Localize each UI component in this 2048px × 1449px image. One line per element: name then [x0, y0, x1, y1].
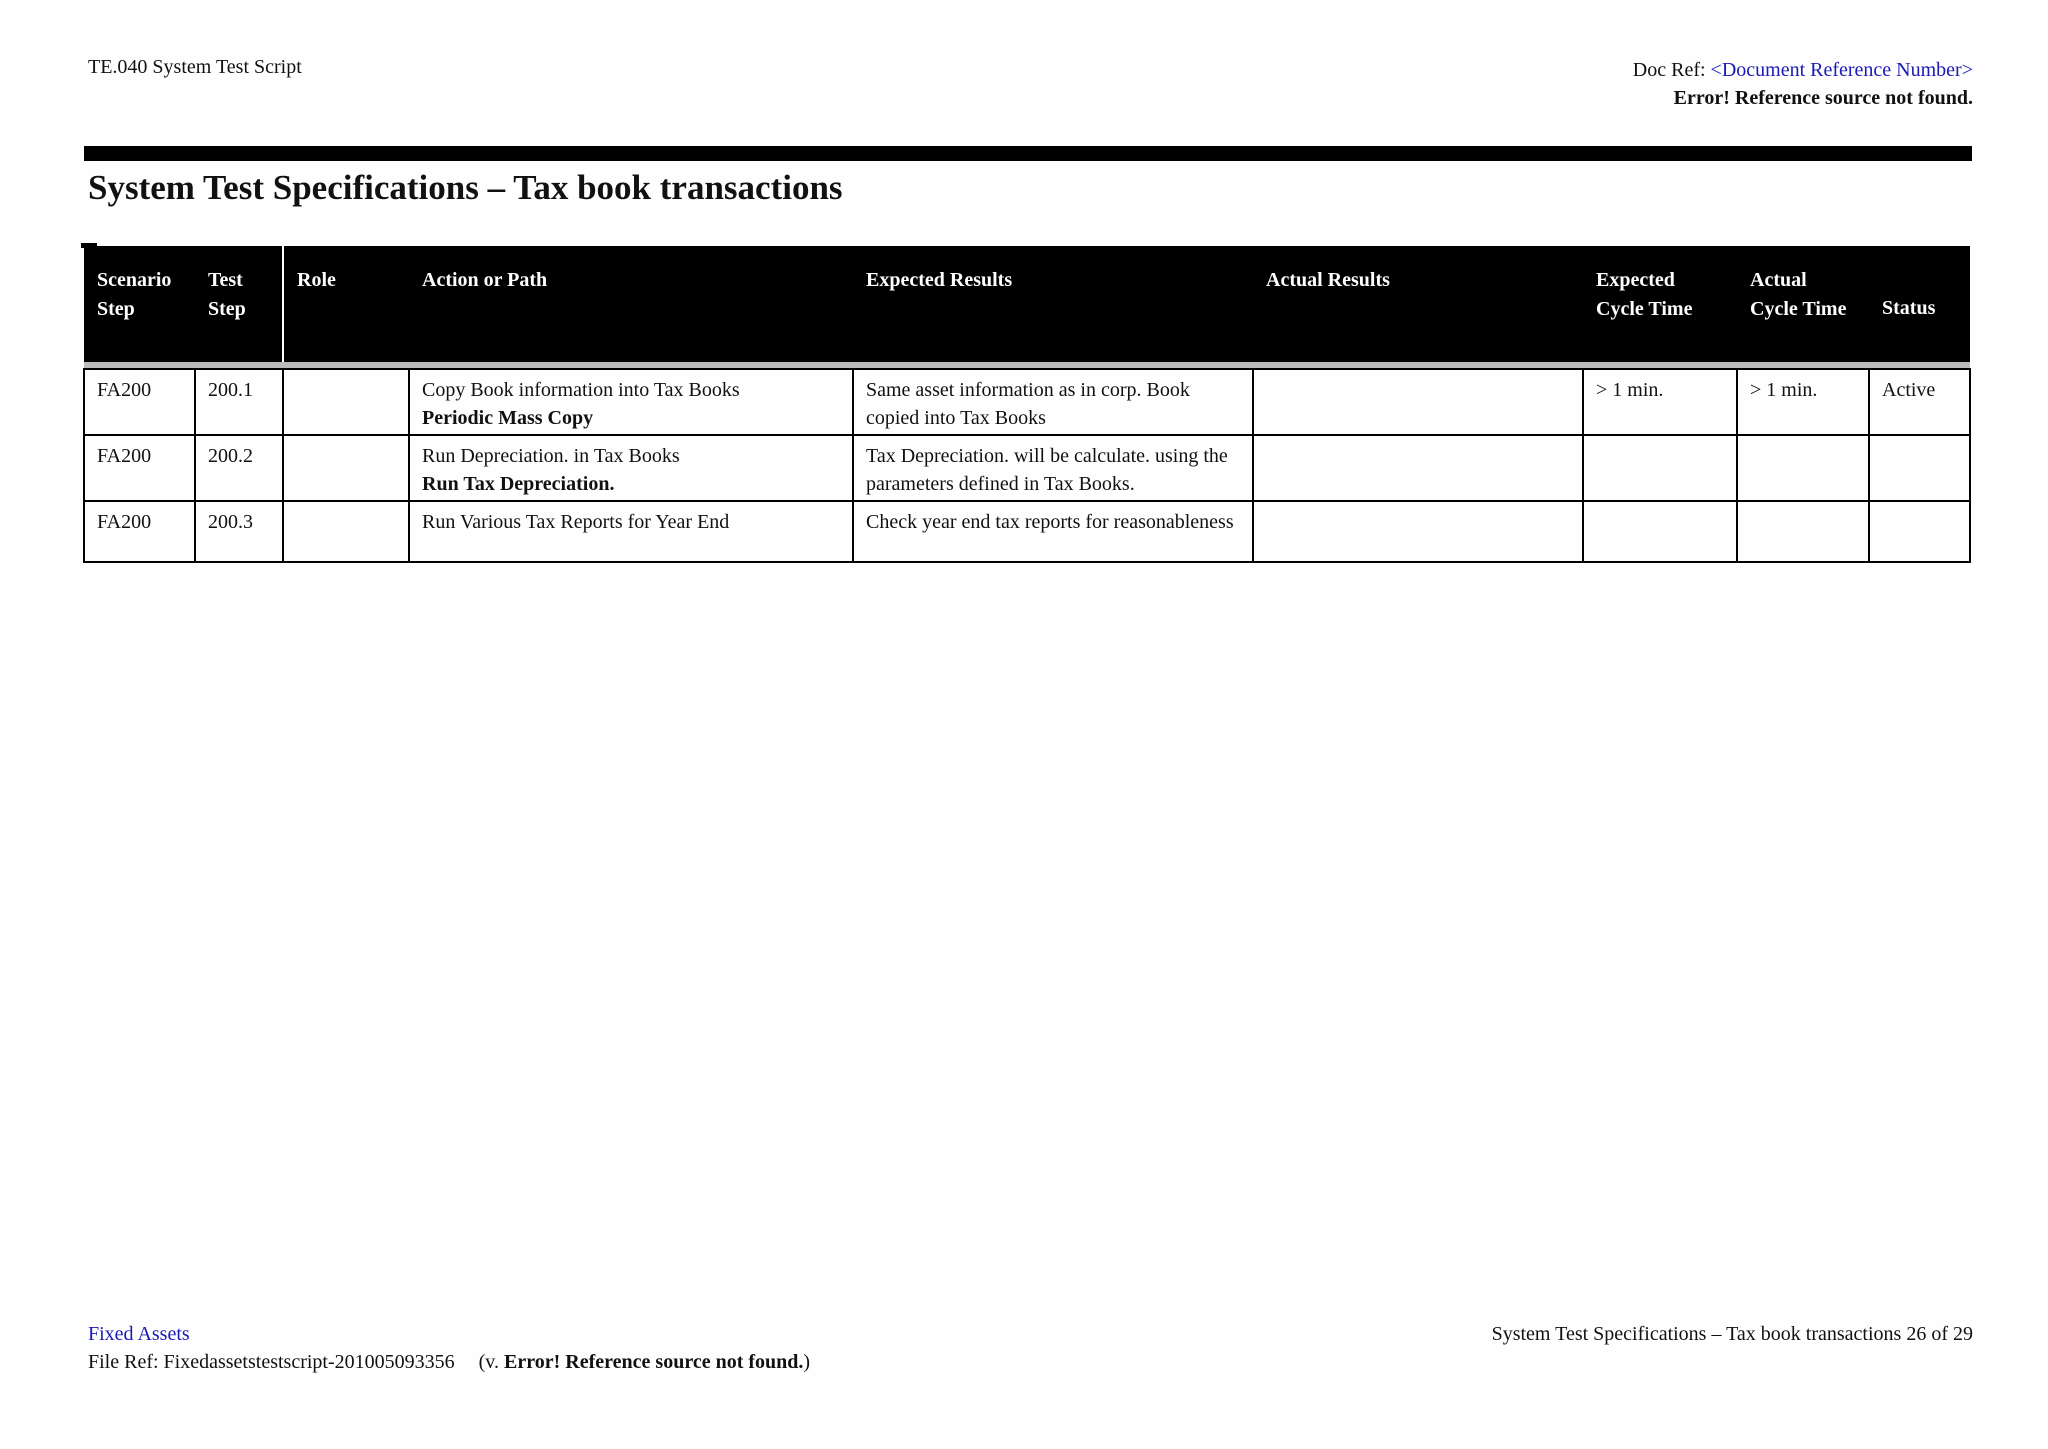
- cell-test: 200.3: [195, 501, 283, 562]
- cell-action: [409, 501, 853, 562]
- cell-expected-time: [1583, 435, 1737, 501]
- header-gap: [84, 362, 1970, 369]
- cell-expected-time: > 1 min.: [1583, 369, 1737, 435]
- table-header-row: [84, 246, 1970, 362]
- footer-page-info: System Test Specifications – Tax book transactions 26 of 29: [1491, 1323, 1973, 1345]
- cell-scenario: FA200: [84, 369, 195, 435]
- version-prefix: (v.: [478, 1351, 505, 1373]
- page-title: System Test Specifications – Tax book transactions: [88, 168, 843, 207]
- col-actual-results: Actual Results: [1253, 246, 1583, 362]
- cell-role: [283, 501, 409, 562]
- cell-role: [283, 369, 409, 435]
- action-text: Copy Book information into Tax Books: [422, 379, 740, 401]
- footer-left: [88, 1320, 810, 1376]
- action-path: Periodic Mass Copy: [422, 407, 594, 429]
- col-status: Status: [1869, 246, 1970, 362]
- cell-test: 200.2: [195, 435, 283, 501]
- reference-error: Error! Reference source not found.: [1673, 87, 1973, 109]
- cell-expected: Same asset information as in corp. Book copied into Tax Books: [853, 369, 1253, 435]
- cell-scenario: FA200: [84, 501, 195, 562]
- cell-action: [409, 435, 853, 501]
- version-suffix: ): [803, 1351, 811, 1373]
- col-expected-results: Expected Results: [853, 246, 1253, 362]
- version-error: Error! Reference source not found.: [504, 1351, 804, 1373]
- col-role: Role: [283, 246, 409, 362]
- cell-expected: Check year end tax reports for reasonableness: [853, 501, 1253, 562]
- footer-file-ref-line: [88, 1348, 810, 1376]
- cell-status: [1869, 435, 1970, 501]
- cell-test: 200.1: [195, 369, 283, 435]
- action-path: Run Tax Depreciation.: [422, 473, 615, 495]
- table-row: [84, 501, 1970, 562]
- col-test-step: Test Step: [195, 246, 283, 362]
- cell-actual: [1253, 435, 1583, 501]
- cell-expected-time: [1583, 501, 1737, 562]
- table-row: [84, 435, 1970, 501]
- doc-ref-line: [1633, 56, 1973, 84]
- cell-actual: [1253, 369, 1583, 435]
- file-ref: File Ref: Fixedassetstestscript-201005093356: [88, 1351, 455, 1373]
- cell-status: [1869, 501, 1970, 562]
- col-actual-cycle-time: Actual Cycle Time: [1737, 246, 1869, 362]
- cell-action: [409, 369, 853, 435]
- header-rule: [84, 146, 1972, 161]
- cell-expected: Tax Depreciation. will be calculate. using the parameters defined in Tax Books.: [853, 435, 1253, 501]
- document-title: TE.040 System Test Script: [88, 56, 302, 78]
- cell-scenario: FA200: [84, 435, 195, 501]
- doc-ref-block: [1633, 56, 1973, 112]
- col-action-or-path: Action or Path: [409, 246, 853, 362]
- doc-ref-value: <Document Reference Number>: [1710, 59, 1973, 81]
- action-text: Run Various Tax Reports for Year End: [422, 511, 730, 533]
- action-text: Run Depreciation. in Tax Books: [422, 445, 680, 467]
- cell-actual-time: > 1 min.: [1737, 369, 1869, 435]
- cell-status: Active: [1869, 369, 1970, 435]
- cell-actual: [1253, 501, 1583, 562]
- cell-actual-time: [1737, 501, 1869, 562]
- test-spec-table: [83, 246, 1971, 563]
- cell-role: [283, 435, 409, 501]
- cell-actual-time: [1737, 435, 1869, 501]
- footer-section: Fixed Assets: [88, 1323, 190, 1345]
- doc-ref-label: Doc Ref:: [1632, 59, 1711, 81]
- col-scenario-step: Scenario Step: [84, 246, 195, 362]
- table-row: [84, 369, 1970, 435]
- col-expected-cycle-time: Expected Cycle Time: [1583, 246, 1737, 362]
